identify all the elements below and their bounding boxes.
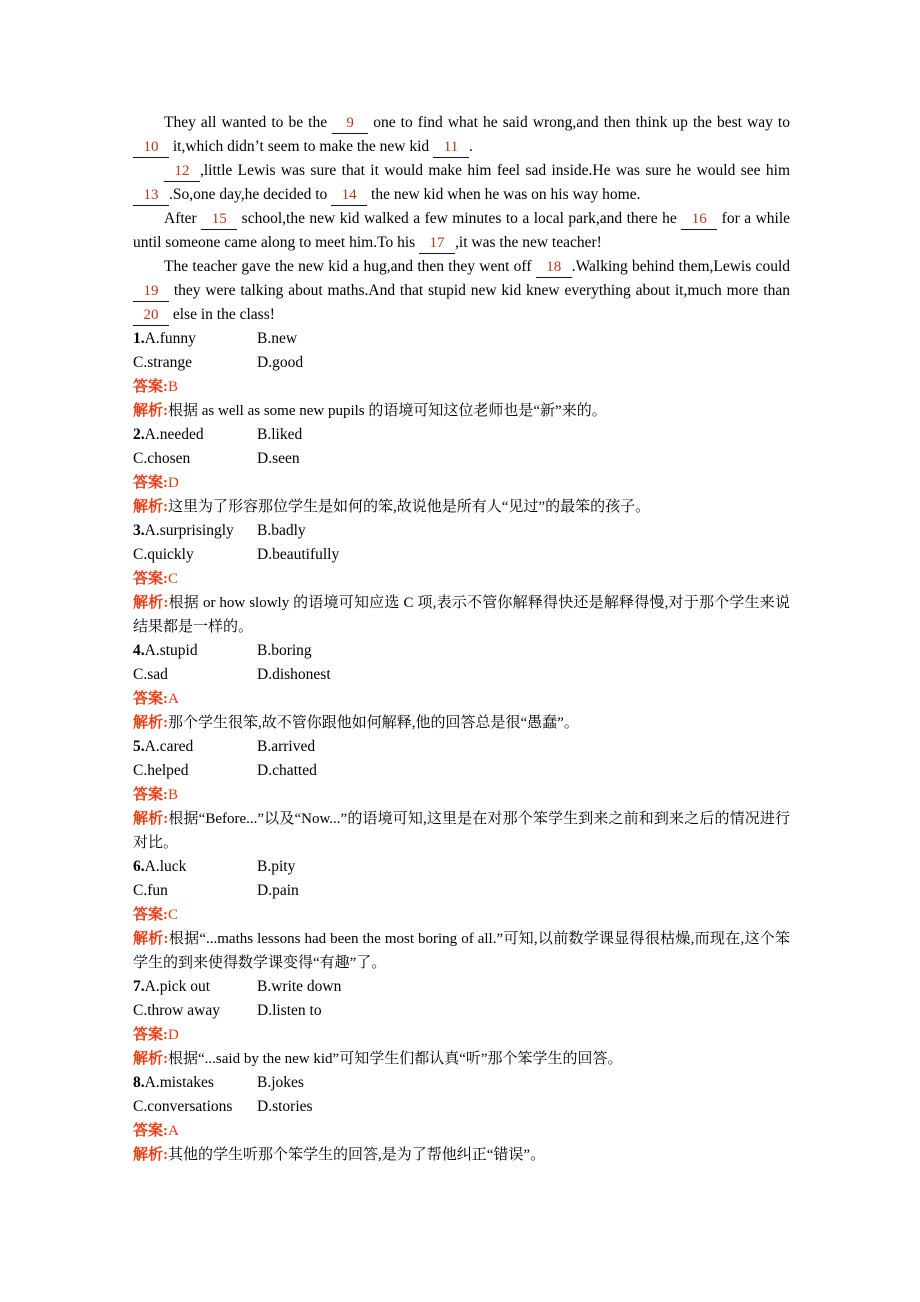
option-row-ab xyxy=(133,519,790,543)
option-d: D.chatted xyxy=(257,762,317,779)
answer-value: D xyxy=(168,475,179,491)
analysis-text: 根据 or how slowly 的语境可知应选 C 项,表示不管你解释得快还是解释得慢,对于那个学生来说结果都是一样的。 xyxy=(133,595,791,635)
analysis-text: 根据“Before...”以及“Now...”的语境可知,这里是在对那个笨学生到来之前和到来之后的情况进行对比。 xyxy=(133,811,790,851)
option-cell-a xyxy=(133,1071,257,1095)
answer-line xyxy=(133,783,790,807)
passage-paragraph xyxy=(133,207,790,255)
question-4 xyxy=(133,639,790,735)
analysis-label: 解析: xyxy=(133,595,169,611)
analysis-text: 其他的学生听那个笨学生的回答,是为了帮他纠正“错误”。 xyxy=(168,1147,546,1163)
cloze-blank-10: 10 xyxy=(133,138,169,158)
analysis-text: 根据 as well as some new pupils 的语境可知这位老师也是“新”来的。 xyxy=(168,403,607,419)
option-a: A.mistakes xyxy=(144,1074,214,1091)
option-d: D.pain xyxy=(257,882,299,899)
passage-text: the new kid when he was on his way home. xyxy=(367,186,641,203)
answer-line xyxy=(133,903,790,927)
cloze-blank-15: 15 xyxy=(201,210,237,230)
answer-line xyxy=(133,471,790,495)
option-cell-a xyxy=(133,975,257,999)
analysis-label: 解析: xyxy=(133,715,168,731)
option-cell-a xyxy=(133,423,257,447)
analysis-line xyxy=(133,711,790,735)
option-d: D.good xyxy=(257,354,304,371)
option-row-cd xyxy=(133,663,790,687)
passage-text: They all wanted to be the xyxy=(164,114,333,131)
passage-text: . xyxy=(469,138,473,155)
option-row-cd xyxy=(133,351,790,375)
passage-text: The teacher gave the new kid a hug,and then they went off xyxy=(164,258,536,275)
question-6 xyxy=(133,855,790,975)
answer-label: 答案: xyxy=(133,1027,168,1043)
option-c: C.throw away xyxy=(133,1002,220,1019)
analysis-label: 解析: xyxy=(133,931,169,947)
option-a: A.surprisingly xyxy=(144,522,234,539)
analysis-text: 那个学生很笨,故不管你跟他如何解释,他的回答总是很“愚蠢”。 xyxy=(168,715,579,731)
cloze-blank-9: 9 xyxy=(332,114,368,134)
question-number: 5. xyxy=(133,738,145,755)
passage-paragraph xyxy=(133,111,790,159)
answer-value: C xyxy=(168,907,179,923)
answer-label: 答案: xyxy=(133,1123,168,1139)
analysis-line xyxy=(133,399,790,423)
passage-text: they were talking about maths.And that stupid new kid knew everything about it,much more than xyxy=(169,282,790,299)
passage-paragraph xyxy=(133,159,790,207)
cloze-blank-12: 12 xyxy=(164,162,200,182)
question-number: 6. xyxy=(133,858,145,875)
analysis-label: 解析: xyxy=(133,403,168,419)
option-b: B.badly xyxy=(257,522,306,539)
cloze-blank-17: 17 xyxy=(419,234,455,254)
answer-value: B xyxy=(168,379,179,395)
option-c: C.conversations xyxy=(133,1098,233,1115)
cloze-blank-20: 20 xyxy=(133,306,169,326)
question-number: 7. xyxy=(133,978,145,995)
option-c: C.helped xyxy=(133,762,189,779)
option-a: A.stupid xyxy=(144,642,198,659)
passage-text: .So,one day,he decided to xyxy=(169,186,332,203)
passage-text: for a while until someone came along to meet him.To his xyxy=(133,210,791,251)
question-number: 2. xyxy=(133,426,145,443)
analysis-line xyxy=(133,927,790,975)
answer-value: C xyxy=(168,571,179,587)
option-b: B.liked xyxy=(257,426,303,443)
cloze-blank-16: 16 xyxy=(681,210,717,230)
option-row-ab xyxy=(133,423,790,447)
option-c: C.sad xyxy=(133,666,168,683)
option-d: D.listen to xyxy=(257,1002,322,1019)
answer-label: 答案: xyxy=(133,379,168,395)
question-2 xyxy=(133,423,790,519)
analysis-text: 这里为了形容那位学生是如何的笨,故说他是所有人“见过”的最笨的孩子。 xyxy=(168,499,651,515)
option-b: B.new xyxy=(257,330,298,347)
question-number: 8. xyxy=(133,1074,145,1091)
option-b: B.pity xyxy=(257,858,296,875)
answer-value: A xyxy=(168,1123,179,1139)
passage-text: After xyxy=(164,210,202,227)
option-b: B.arrived xyxy=(257,738,316,755)
option-row-ab xyxy=(133,639,790,663)
passage-text: it,which didn’t seem to make the new kid xyxy=(169,138,434,155)
option-cell-a xyxy=(133,855,257,879)
option-a: A.funny xyxy=(144,330,196,347)
option-row-ab xyxy=(133,735,790,759)
option-row-cd xyxy=(133,543,790,567)
answer-label: 答案: xyxy=(133,907,168,923)
option-b: B.write down xyxy=(257,978,342,995)
analysis-label: 解析: xyxy=(133,499,168,515)
analysis-line xyxy=(133,495,790,519)
option-b: B.jokes xyxy=(257,1074,304,1091)
passage-text: one to find what he said wrong,and then think up the best way to xyxy=(368,114,790,131)
option-row-cd xyxy=(133,879,790,903)
answer-line xyxy=(133,567,790,591)
question-5 xyxy=(133,735,790,855)
option-a: A.needed xyxy=(144,426,204,443)
option-cell-a xyxy=(133,519,257,543)
option-c: C.chosen xyxy=(133,450,191,467)
option-a: A.pick out xyxy=(144,978,211,995)
passage-text: else in the class! xyxy=(169,306,275,323)
option-a: A.cared xyxy=(144,738,194,755)
answer-label: 答案: xyxy=(133,691,168,707)
option-c: C.strange xyxy=(133,354,192,371)
question-8 xyxy=(133,1071,790,1167)
option-row-ab xyxy=(133,1071,790,1095)
answer-value: D xyxy=(168,1027,179,1043)
passage-text: .Walking behind them,Lewis could xyxy=(571,258,790,275)
analysis-text: 根据“...maths lessons had been the most boring of all.”可知,以前数学课显得很枯燥,而现在,这个笨学生的到来使得数学课变得“有趣”了。 xyxy=(133,931,791,971)
option-row-ab xyxy=(133,975,790,999)
option-row-cd xyxy=(133,999,790,1023)
answer-value: A xyxy=(168,691,179,707)
option-c: C.fun xyxy=(133,882,168,899)
cloze-blank-11: 11 xyxy=(433,138,469,158)
option-cell-a xyxy=(133,327,257,351)
option-cell-a xyxy=(133,735,257,759)
cloze-blank-13: 13 xyxy=(133,186,169,206)
analysis-text: 根据“...said by the new kid”可知学生们都认真“听”那个笨学生的回答。 xyxy=(168,1051,623,1067)
option-d: D.beautifully xyxy=(257,546,340,563)
option-row-cd xyxy=(133,759,790,783)
option-cell-a xyxy=(133,639,257,663)
option-d: D.stories xyxy=(257,1098,313,1115)
analysis-line xyxy=(133,1143,790,1167)
answer-line xyxy=(133,375,790,399)
passage-text: school,the new kid walked a few minutes to a local park,and there he xyxy=(237,210,682,227)
passage-text: ,little Lewis was sure that it would make him feel sad inside.He was sure he would see him xyxy=(200,162,790,179)
option-a: A.luck xyxy=(144,858,187,875)
analysis-label: 解析: xyxy=(133,811,169,827)
answer-line xyxy=(133,1023,790,1047)
analysis-line xyxy=(133,807,790,855)
answer-label: 答案: xyxy=(133,571,168,587)
cloze-passage xyxy=(133,111,790,327)
option-b: B.boring xyxy=(257,642,312,659)
answer-line xyxy=(133,687,790,711)
option-row-ab xyxy=(133,327,790,351)
analysis-line xyxy=(133,591,790,639)
option-row-cd xyxy=(133,1095,790,1119)
question-number: 3. xyxy=(133,522,145,539)
passage-text: ,it was the new teacher! xyxy=(455,234,602,251)
questions-list xyxy=(133,327,790,1167)
answer-label: 答案: xyxy=(133,787,168,803)
question-number: 4. xyxy=(133,642,145,659)
cloze-blank-19: 19 xyxy=(133,282,169,302)
option-row-ab xyxy=(133,855,790,879)
analysis-label: 解析: xyxy=(133,1147,168,1163)
analysis-line xyxy=(133,1047,790,1071)
option-c: C.quickly xyxy=(133,546,194,563)
option-d: D.seen xyxy=(257,450,300,467)
answer-line xyxy=(133,1119,790,1143)
question-number: 1. xyxy=(133,330,145,347)
question-1 xyxy=(133,327,790,423)
option-d: D.dishonest xyxy=(257,666,331,683)
cloze-blank-18: 18 xyxy=(536,258,572,278)
question-7 xyxy=(133,975,790,1071)
analysis-label: 解析: xyxy=(133,1051,168,1067)
passage-paragraph xyxy=(133,255,790,327)
option-row-cd xyxy=(133,447,790,471)
cloze-blank-14: 14 xyxy=(331,186,367,206)
question-3 xyxy=(133,519,790,639)
answer-label: 答案: xyxy=(133,475,168,491)
answer-value: B xyxy=(168,787,179,803)
